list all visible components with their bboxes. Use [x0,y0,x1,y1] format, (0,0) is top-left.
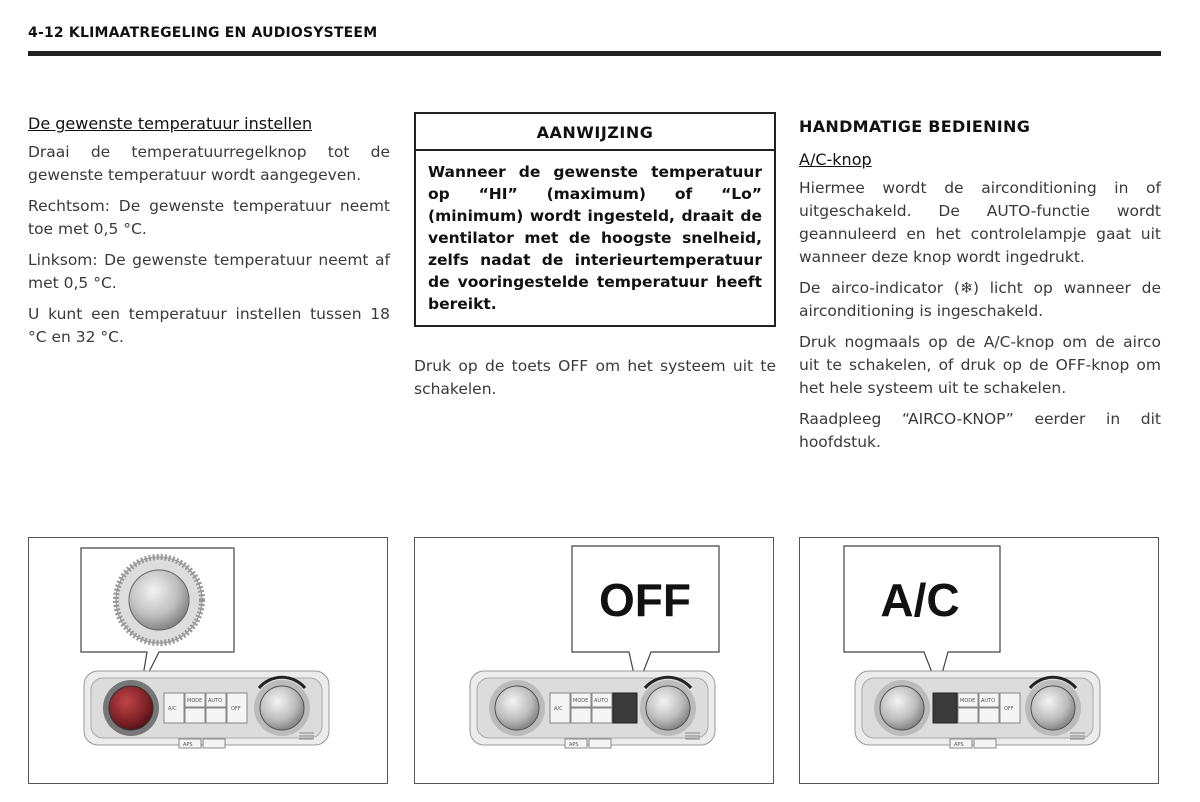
paragraph: Druk nogmaals op de A/C-knop om de airco uit te schakelen, of druk op de OFF-knop om het hele systeem uit te schakelen. [799,333,1161,397]
svg-text:MODE: MODE [960,698,976,704]
notice-title: AANWIJZING [416,114,774,151]
panel-mode-label: MODE [187,698,203,704]
paragraph: De airco-indicator (❄) licht op wanneer de airconditioning is ingeschakeld. [799,279,1161,320]
column-notice [414,112,776,409]
page-header-title: 4-12 KLIMAATREGELING EN AUDIOSYSTEEM [28,25,378,41]
off-button-highlight [613,693,637,723]
notice-body: Wanneer de gewenste temperatuur op “HI” (maximum) of “Lo” (minimum) wordt ingesteld, draait de ventilator met de hoogste snelheid, zelfs nadat de interieurtemperatuur de vooringestelde temperatuur heeft bereikt. [428,163,762,313]
figure-off-button [414,537,774,784]
panel-off-label: OFF [231,706,241,712]
figure-ac-button [799,537,1159,784]
section-heading-temperature: De gewenste temperatuur instellen [28,114,313,133]
panel-aps-label: APS [183,742,193,748]
paragraph: U kunt een temperatuur instellen tussen 18 °C en 32 °C. [28,305,390,346]
svg-text:A/C: A/C [554,706,563,712]
column-manual-operation [799,115,1161,462]
climate-panel-illustration [29,538,387,783]
notice-box [414,112,776,327]
paragraph: Rechtsom: De gewenste temperatuur neemt toe met 0,5 °C. [28,197,390,238]
callout-off-label: OFF [599,574,691,626]
paragraph: Linksom: De gewenste temperatuur neemt af met 0,5 °C. [28,251,390,292]
column-temperature [28,112,390,357]
svg-text:APS: APS [569,742,579,748]
svg-text:APS: APS [954,742,964,748]
paragraph: Draai de temperatuurregelknop tot de gewenste temperatuur wordt aangegeven. [28,143,390,184]
paragraph: Raadpleeg “AIRCO-KNOP” eerder in dit hoofdstuk. [799,410,1161,451]
figure-temperature-knob [28,537,388,784]
subheading-ac-button: A/C-knop [799,150,872,169]
callout-ac-label: A/C [880,574,960,626]
svg-text:AUTO: AUTO [594,698,609,704]
svg-text:OFF: OFF [1004,706,1014,712]
panel-auto-label: AUTO [208,698,223,704]
paragraph: Druk op de toets OFF om het systeem uit te schakelen. [414,357,776,398]
panel-ac-label: A/C [168,706,177,712]
paragraph: Hiermee wordt de airconditioning in of uitgeschakeld. De AUTO-functie wordt geannuleerd en het controlelampje gaat uit wanneer deze knop wordt ingedrukt. [799,179,1161,266]
header-rule [28,51,1161,56]
section-title-manual: HANDMATIGE BEDIENING [799,117,1031,136]
svg-text:AUTO: AUTO [981,698,996,704]
ac-button-highlight [933,693,957,723]
svg-text:MODE: MODE [573,698,589,704]
